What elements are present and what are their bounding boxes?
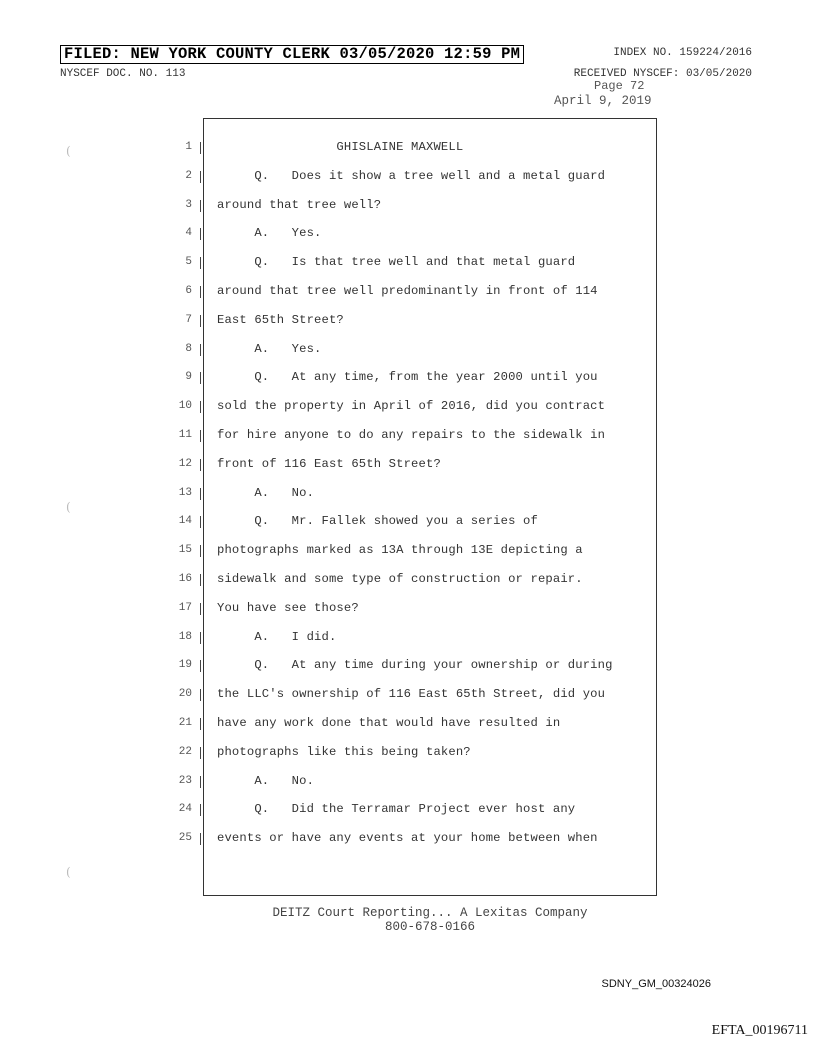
margin-mark: ( <box>66 144 71 158</box>
transcript-line: photographs marked as 13A through 13E depicting a <box>217 543 583 558</box>
line-tick <box>200 574 205 586</box>
transcript-line: You have see those? <box>217 600 359 615</box>
line-number: 15 <box>178 544 192 557</box>
line-number: 3 <box>185 198 192 211</box>
line-number: 19 <box>178 659 192 672</box>
transcript-line: Q. Mr. Fallek showed you a series of <box>217 514 538 529</box>
margin-mark: ( <box>66 500 71 514</box>
transcript-line: have any work done that would have resulted in <box>217 716 561 730</box>
line-tick <box>200 833 205 845</box>
line-number: 25 <box>178 832 192 845</box>
transcript-line: for hire anyone to do any repairs to the sidewalk in <box>217 428 606 442</box>
line-number: 24 <box>178 803 192 816</box>
line-tick <box>200 718 205 730</box>
transcript-line: around that tree well predominantly in front of 114 <box>217 284 598 298</box>
transcript-line: Q. Does it show a tree well and a metal guard <box>217 168 606 183</box>
transcript-line: around that tree well? <box>217 197 382 212</box>
transcript-line: sold the property in April of 2016, did you contract <box>217 399 606 414</box>
transcript-line: GHISLAINE MAXWELL <box>217 140 464 154</box>
reporter-company: DEITZ Court Reporting... A Lexitas Company <box>272 906 588 920</box>
line-tick <box>200 372 205 384</box>
line-number: 18 <box>178 630 192 643</box>
nyscef-doc-number: NYSCEF DOC. NO. 113 <box>60 68 186 80</box>
filed-header: FILED: NEW YORK COUNTY CLERK 03/05/2020 12:59 PM <box>60 45 524 64</box>
transcript-line: the LLC's ownership of 116 East 65th Street, did you <box>217 687 606 702</box>
line-number: 13 <box>178 486 192 499</box>
line-tick <box>200 747 205 759</box>
line-tick <box>200 516 205 528</box>
transcript-line: A. No. <box>217 773 315 788</box>
line-tick <box>200 488 205 500</box>
line-tick <box>200 142 205 154</box>
line-tick <box>200 401 205 413</box>
transcript-line: sidewalk and some type of construction or repair. <box>217 572 583 586</box>
line-number: 7 <box>185 313 192 326</box>
line-number: 20 <box>178 688 192 701</box>
line-number: 9 <box>185 371 192 384</box>
line-tick <box>200 776 205 788</box>
line-tick <box>200 459 205 471</box>
line-number: 10 <box>178 400 192 413</box>
reporter-phone: 800-678-0166 <box>384 920 475 934</box>
page-number: Page 72 <box>594 79 645 93</box>
line-number: 11 <box>178 429 192 441</box>
transcript-line: events or have any events at your home between when <box>217 831 598 846</box>
line-number: 5 <box>185 256 192 269</box>
transcript-line: front of 116 East 65th Street? <box>217 456 441 471</box>
line-tick <box>200 344 205 356</box>
transcript-line: Q. At any time, from the year 2000 until you <box>217 370 598 385</box>
transcript-line: Q. At any time during your ownership or during <box>217 658 613 673</box>
line-number: 12 <box>178 457 192 470</box>
transcript-line: East 65th Street? <box>217 312 344 327</box>
line-number: 4 <box>185 227 192 240</box>
line-number: 21 <box>178 717 192 729</box>
line-tick <box>200 200 205 212</box>
transcript-line: Q. Is that tree well and that metal guard <box>217 255 576 270</box>
line-number: 8 <box>185 342 192 355</box>
line-tick <box>200 315 205 327</box>
bates-number: SDNY_GM_00324026 <box>601 978 711 990</box>
margin-mark: ( <box>66 865 71 879</box>
line-tick <box>200 430 205 442</box>
line-number: 1 <box>185 141 192 153</box>
line-number: 17 <box>178 601 192 614</box>
transcript-line: A. No. <box>217 485 315 500</box>
line-tick <box>200 171 205 183</box>
line-tick <box>200 632 205 644</box>
line-number: 23 <box>178 774 192 787</box>
line-tick <box>200 804 205 816</box>
received-date: RECEIVED NYSCEF: 03/05/2020 <box>573 68 752 80</box>
line-number: 14 <box>178 515 192 528</box>
line-number: 2 <box>185 169 192 182</box>
transcript-line: Q. Did the Terramar Project ever host any <box>217 802 576 817</box>
line-tick <box>200 689 205 701</box>
efta-number: EFTA_00196711 <box>711 1023 808 1038</box>
deposition-date: April 9, 2019 <box>554 94 652 108</box>
transcript-line: A. Yes. <box>217 226 322 241</box>
index-number: INDEX NO. 159224/2016 <box>613 47 752 59</box>
line-tick <box>200 228 205 240</box>
transcript-line: A. I did. <box>217 629 337 644</box>
line-tick <box>200 660 205 672</box>
line-tick <box>200 545 205 557</box>
transcript-line: A. Yes. <box>217 341 322 356</box>
line-number: 6 <box>185 285 192 297</box>
line-tick <box>200 286 205 298</box>
line-tick <box>200 603 205 615</box>
transcript-line: photographs like this being taken? <box>217 744 471 759</box>
line-number: 16 <box>178 573 192 585</box>
line-number: 22 <box>178 745 192 758</box>
line-tick <box>200 257 205 269</box>
